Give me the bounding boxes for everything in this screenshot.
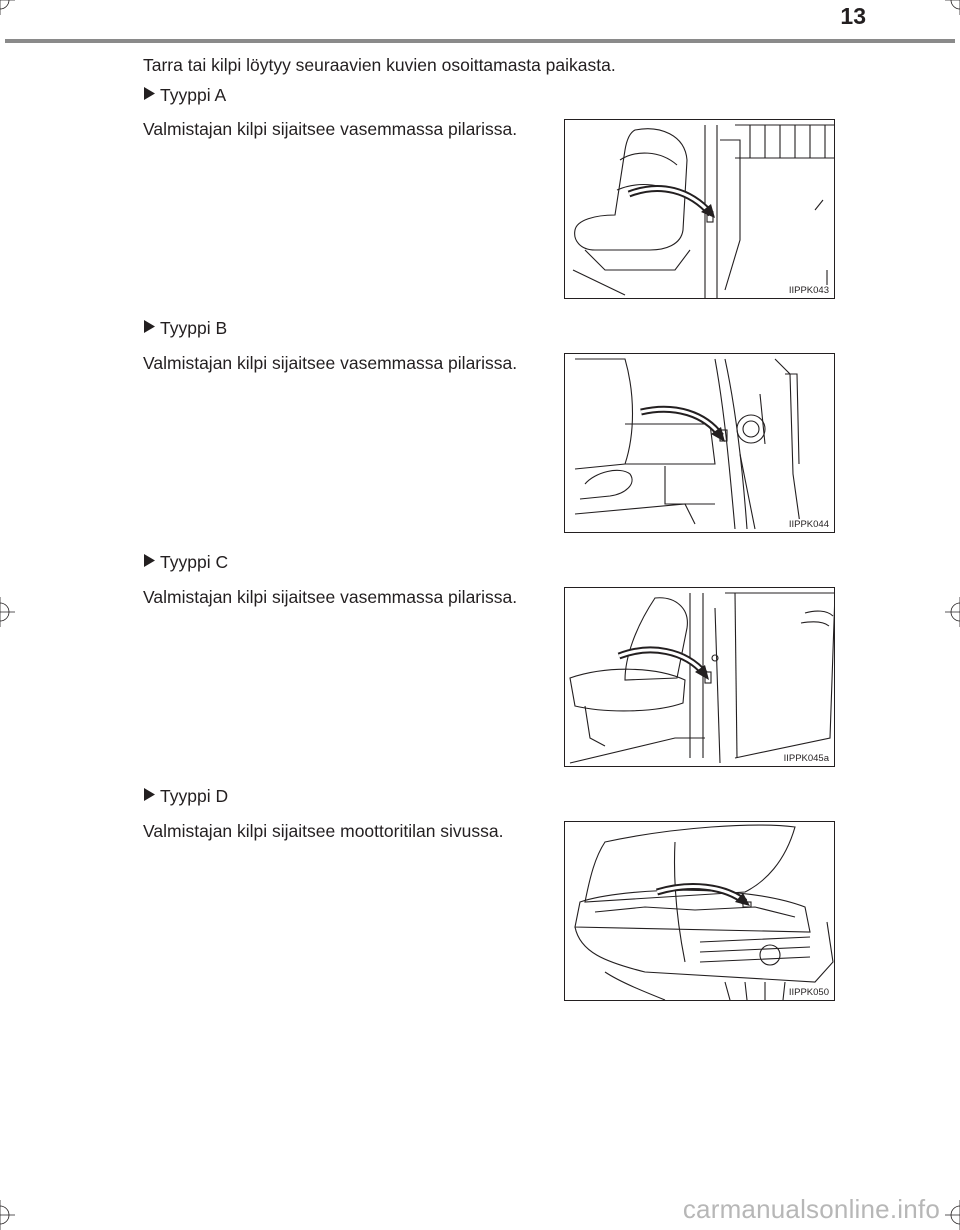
type-heading	[143, 552, 228, 573]
type-heading-label: Tyyppi C	[160, 552, 229, 572]
figure-driver-pillar-a	[564, 119, 835, 299]
crop-mark-icon	[945, 0, 960, 15]
crop-mark-icon	[0, 597, 15, 627]
type-heading	[143, 786, 228, 807]
triangle-right-icon	[143, 552, 156, 573]
type-description: Valmistajan kilpi sijaitsee moottoritilan sivussa.	[143, 821, 504, 841]
type-description: Valmistajan kilpi sijaitsee vasemmassa pilarissa.	[143, 587, 518, 607]
type-description: Valmistajan kilpi sijaitsee vasemmassa pilarissa.	[143, 353, 518, 373]
type-heading	[143, 318, 227, 339]
figure-code: IIPPK045a	[783, 753, 829, 764]
crop-mark-icon	[945, 1200, 960, 1230]
crop-mark-icon	[0, 1200, 15, 1230]
crop-mark-icon	[0, 0, 15, 15]
figure-driver-pillar-b	[564, 353, 835, 533]
figure-driver-pillar-c	[564, 587, 835, 767]
watermark: carmanualsonline.info	[682, 1194, 940, 1224]
type-heading-label: Tyyppi A	[160, 85, 227, 105]
triangle-right-icon	[143, 85, 156, 106]
type-heading	[143, 85, 226, 106]
figure-code: IIPPK044	[788, 519, 829, 530]
page-number: 13	[840, 3, 866, 29]
triangle-right-icon	[143, 786, 156, 807]
header-rule	[5, 39, 955, 43]
figure-engine-compartment	[564, 821, 835, 1001]
intro-text: Tarra tai kilpi löytyy seuraavien kuvien osoittamasta paikasta.	[143, 55, 616, 75]
type-heading-label: Tyyppi B	[160, 318, 228, 338]
figure-code: IIPPK050	[788, 987, 829, 998]
type-heading-label: Tyyppi D	[160, 786, 229, 806]
crop-mark-icon	[945, 597, 960, 627]
triangle-right-icon	[143, 318, 156, 339]
figure-code: IIPPK043	[788, 285, 829, 296]
type-description: Valmistajan kilpi sijaitsee vasemmassa pilarissa.	[143, 119, 518, 139]
